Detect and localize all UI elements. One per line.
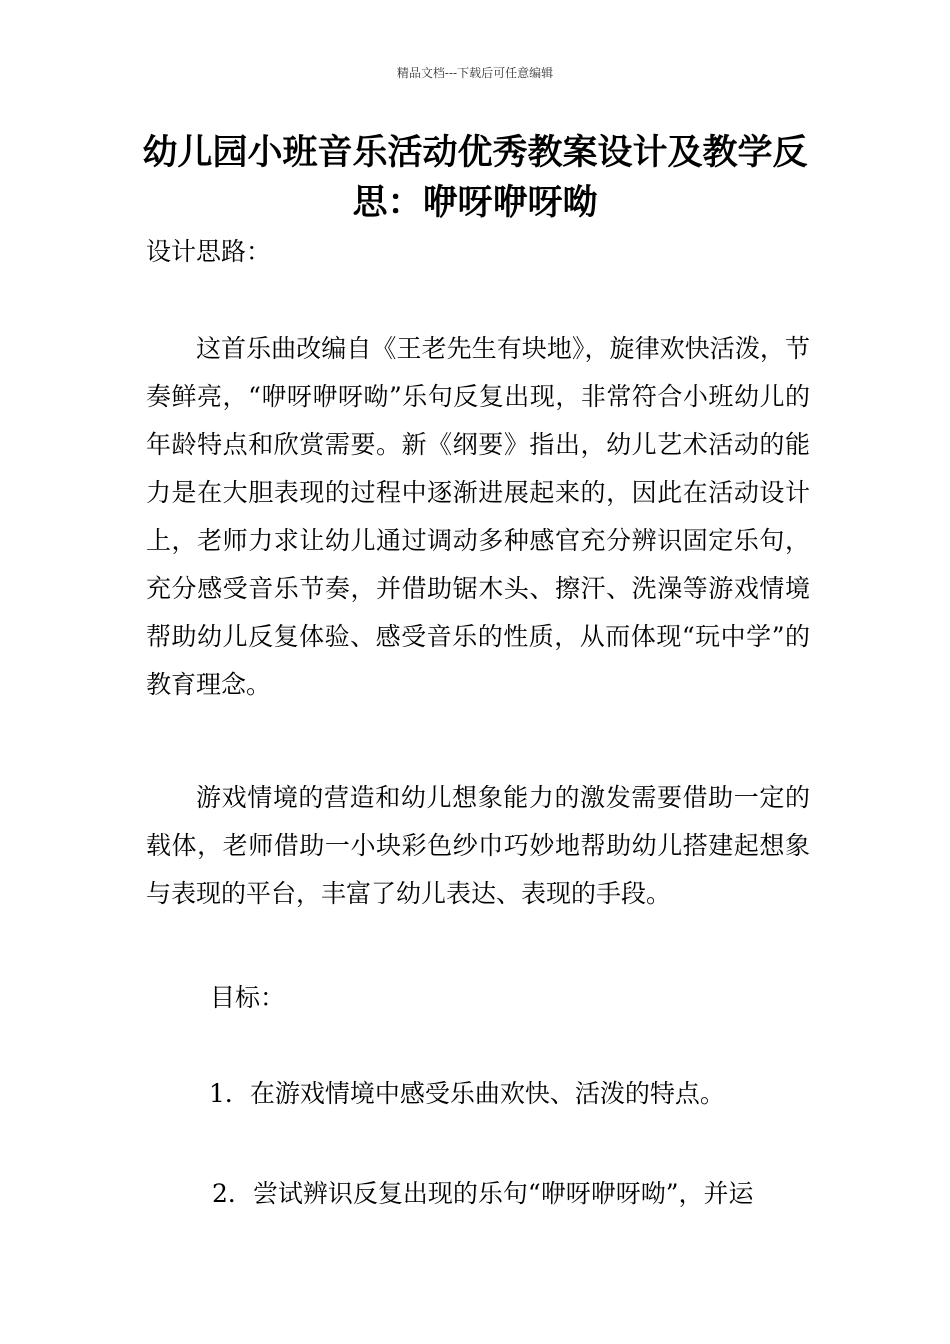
design-heading: 设计思路： [146, 237, 272, 266]
goals-heading: 目标： [210, 983, 286, 1012]
paragraph-design-idea: 这首乐曲改编自《王老先生有块地》，旋律欢快活泼，节奏鲜亮，“咿呀咿呀呦”乐句反复出现，非常符合小班幼儿的年龄特点和欣赏需要。新《纲要》指出，幼儿艺术活动的能力是在大胆表现的过程中逐渐进展起来的，因此在活动设计上，老师力求让幼儿通过调动多种感官充分辨识固定乐句，充分感受音乐节奏，并借助锯木头、擦汗、洗澡等游戏情境帮助幼儿反复体验、感受音乐的性质，从而体现“玩中学”的教育理念。 [146, 334, 810, 699]
goal-item-2: 2．尝试辨识反复出现的乐句“咿呀咿呀呦”，并运 [212, 1179, 754, 1208]
header-note: 精品文档---下载后可任意编辑 [396, 66, 554, 80]
paragraph-scarf-carrier: 游戏情境的营造和幼儿想象能力的激发需要借助一定的载体，老师借助一小块彩色纱巾巧妙地帮助幼儿搭建起想象与表现的平台，丰富了幼儿表达、表现的手段。 [146, 783, 810, 908]
goal-item-1: 1．在游戏情境中感受乐曲欢快、活泼的特点。 [209, 1079, 725, 1108]
document-title: 幼儿园小班音乐活动优秀教案设计及教学反思：咿呀咿呀呦 [142, 133, 808, 223]
